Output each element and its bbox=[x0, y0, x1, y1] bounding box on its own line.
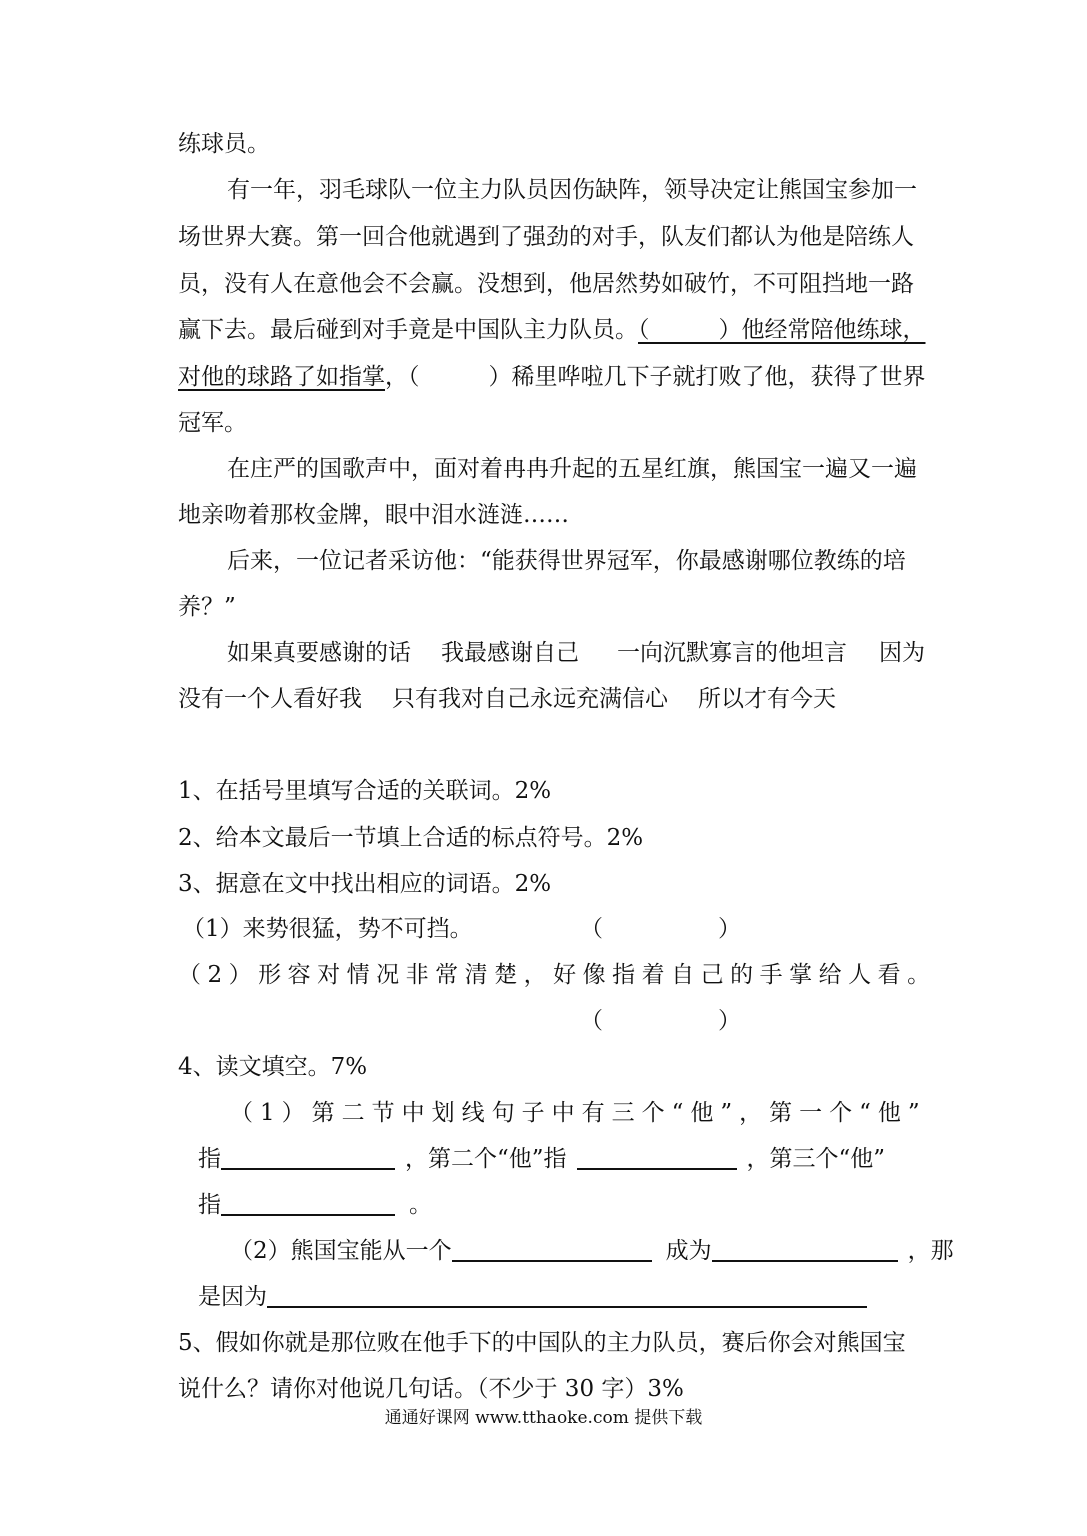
p5-segment: 因为 bbox=[879, 640, 925, 666]
question-3-1-answer-paren[interactable]: （ ） bbox=[580, 916, 741, 942]
question-3-2: （2）形容对情况非常清楚，好像指着自己的手掌给人看。 bbox=[178, 962, 937, 988]
question-2: 2、给本文最后一节填上合适的标点符号。2% bbox=[178, 825, 644, 851]
passage-p1-end: 练球员。 bbox=[178, 131, 270, 157]
q4-2-label: （2）熊国宝能从一个 bbox=[230, 1238, 452, 1264]
q4-1-label: 指 bbox=[198, 1146, 221, 1172]
question-1: 1、在括号里填写合适的关联词。2% bbox=[178, 778, 552, 804]
passage-p4-line1: 后来，一位记者采访他：“能获得世界冠军，你最感谢哪位教练的培 bbox=[227, 548, 906, 574]
answer-blank[interactable] bbox=[577, 1144, 737, 1170]
p5-segment: 我最感谢自己 bbox=[441, 640, 579, 666]
passage-p2-line3: 员，没有人在意他会不会赢。没想到，他居然势如破竹，不可阻挡地一路 bbox=[178, 271, 914, 297]
p5-segment: 只有我对自己永远充满信心 bbox=[392, 686, 668, 712]
question-4: 4、读文填空。7% bbox=[178, 1054, 368, 1080]
p5-segment: 没有一个人看好我 bbox=[178, 686, 362, 712]
passage-p4-line2: 养？” bbox=[178, 594, 236, 620]
page-footer: 通通好课网 www.tthaoke.com 提供下载 bbox=[384, 1408, 703, 1428]
passage-p2-line4 bbox=[178, 314, 926, 346]
passage-p3-line2: 地亲吻着那枚金牌，眼中泪水涟涟…… bbox=[178, 502, 569, 528]
answer-blank[interactable] bbox=[712, 1236, 898, 1262]
q4-1-label: ，第三个“他” bbox=[746, 1146, 886, 1172]
q4-1-label: ，第二个“他”指 bbox=[405, 1146, 567, 1172]
q4-2-label: ，那 bbox=[907, 1238, 954, 1264]
question-4-2-line1 bbox=[230, 1235, 954, 1267]
underlined-sentence-part2: 对他的球路了如指掌 bbox=[178, 364, 385, 390]
passage-p5-line2 bbox=[178, 683, 836, 715]
question-4-1-line1: （1）第二节中划线句子中有三个“他”，第一个“他” bbox=[230, 1100, 927, 1126]
p5-segment: 如果真要感谢的话 bbox=[227, 640, 411, 666]
q4-2-label: 成为 bbox=[665, 1238, 712, 1264]
passage-p2-line4-text: 赢下去。最后碰到对手竟是中国队主力队员。 bbox=[178, 317, 638, 343]
passage-p3-line1: 在庄严的国歌声中，面对着冉冉升起的五星红旗，熊国宝一遍又一遍 bbox=[227, 456, 917, 482]
question-3-2-answer-paren[interactable]: （ ） bbox=[580, 1008, 741, 1034]
p5-segment: 所以才有今天 bbox=[698, 686, 836, 712]
passage-p2-line6: 冠军。 bbox=[178, 410, 247, 436]
question-4-1-line2 bbox=[198, 1143, 885, 1175]
answer-blank[interactable] bbox=[221, 1144, 395, 1170]
underlined-sentence-part1: （ ）他经常陪他练球， bbox=[638, 317, 926, 343]
answer-blank[interactable] bbox=[267, 1282, 867, 1308]
q4-1-label: 。 bbox=[409, 1192, 432, 1218]
question-4-2-line2 bbox=[198, 1281, 867, 1313]
q4-2-label: 是因为 bbox=[198, 1284, 267, 1310]
passage-p2-line5 bbox=[178, 361, 926, 393]
question-5-line2: 说什么？请你对他说几句话。（不少于 30 字）3% bbox=[178, 1376, 684, 1402]
p5-segment: 一向沉默寡言的他坦言 bbox=[617, 640, 847, 666]
q4-1-label: 指 bbox=[198, 1192, 221, 1218]
question-3: 3、据意在文中找出相应的词语。2% bbox=[178, 871, 552, 897]
answer-blank[interactable] bbox=[452, 1236, 652, 1262]
question-5-line1: 5、假如你就是那位败在他手下的中国队的主力队员，赛后你会对熊国宝 bbox=[178, 1330, 906, 1356]
question-3-1: （1）来势很猛，势不可挡。 bbox=[182, 916, 473, 942]
passage-p5-line1 bbox=[227, 637, 925, 669]
passage-p2-line1: 有一年，羽毛球队一位主力队员因伤缺阵，领导决定让熊国宝参加一 bbox=[227, 177, 917, 203]
answer-blank[interactable] bbox=[221, 1190, 395, 1216]
question-4-1-line3 bbox=[198, 1189, 432, 1221]
passage-p2-line2: 场世界大赛。第一回合他就遇到了强劲的对手，队友们都认为他是陪练人 bbox=[178, 224, 914, 250]
passage-p2-line5-text: ，（ ）稀里哗啦几下子就打败了他，获得了世界 bbox=[385, 364, 926, 390]
